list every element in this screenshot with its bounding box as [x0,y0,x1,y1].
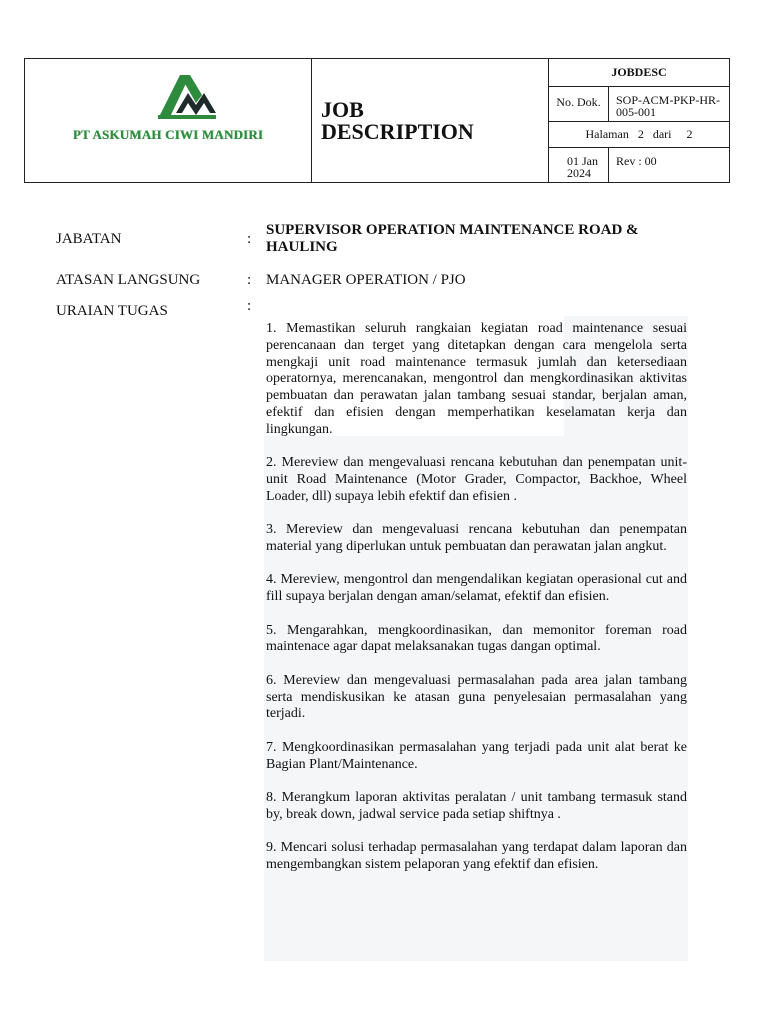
doc-date: 01 Jan 2024 [549,148,609,182]
duty-item: 5. Mengarahkan, mengkoordinasikan, dan memonitor foreman road maintenace agar dapat melaksanakan tugas dangan optimal. [266,622,687,655]
duty-item: 9. Mencari solusi terhadap permasalahan yang terdapat dalam laporan dan mengembangkan sistem pelaporan yang efektif dan efisien. [266,840,687,872]
atasan-colon: : [247,272,252,288]
logo-cell [25,59,312,182]
doc-number-value: SOP-ACM-PKP-HR-005-001 [616,93,721,119]
company-name: PT ASKUMAH CIWI MANDIRI [72,127,264,142]
atasan-value: MANAGER OPERATION / PJO [266,272,466,288]
doc-number-label: No. Dok. [549,87,609,121]
document-meta [549,59,729,182]
atasan-label: ATASAN LANGSUNG [56,272,201,288]
duty-item: 4. Mereview, mengontrol dan mengendalikan kegiatan operasional cut and fill supaya berjalan dengan aman/selamat, efektif dan efisien. [266,572,687,605]
uraian-colon: : [247,298,252,314]
doc-revision: Rev : 00 [616,154,657,168]
doc-type: JOBDESC [611,65,667,79]
jabatan-colon: : [247,231,252,247]
doc-type-row [549,59,729,87]
company-logo-icon [156,73,218,121]
document-header [24,58,730,183]
document-title: JOB DESCRIPTION [321,96,474,144]
jabatan-value: SUPERVISOR OPERATION MAINTENANCE ROAD & HAULING [266,222,639,255]
page-info: Halaman 2 dari 2 [585,127,693,141]
duty-item: 1. Memastikan seluruh rangkaian kegiatan road maintenance sesuai perencanaan dan terget yang ditetapkan dengan cara mengelola serta mengkaji unit road maintenance termasuk jumlah dan ketersediaan operatornya, merencanakan, mengontrol dan mengkordinasikan aktivitas pembuatan dan perawatan jalan tambang sesuai standar, berjalan aman, efektif dan efisien dengan memperhatikan keselamatan kerja dan lingkungan. [266,321,687,437]
page-info-row [549,122,729,148]
title-cell [312,59,549,182]
doc-number-row [549,87,729,122]
duty-item: 3. Mereview dan mengevaluasi rencana kebutuhan dan penempatan material yang diperlukan untuk pembuatan dan perawatan jalan angkut. [266,522,687,554]
date-rev-row [549,148,729,182]
duty-item: 7. Mengkoordinasikan permasalahan yang terjadi pada unit alat berat ke Bagian Plant/Maintenance. [266,739,687,772]
duty-list [266,321,687,890]
jabatan-label: JABATAN [56,231,122,247]
uraian-label: URAIAN TUGAS [56,303,168,319]
duty-item: 2. Mereview dan mengevaluasi rencana kebutuhan dan penempatan unit-unit Road Maintenance (Motor Grader, Compactor, Backhoe, Wheel Loader, dll) supaya lebih efektif dan efisien . [266,455,687,504]
duty-item: 8. Merangkum laporan aktivitas peralatan / unit tambang termasuk stand by, break down, jadwal service pada setiap shiftnya . [266,789,687,822]
duty-item: 6. Mereview dan mengevaluasi permasalahan pada area jalan tambang serta mendiskusikan ke atasan guna penyelesaian permasalahan yang terjadi. [266,672,687,722]
